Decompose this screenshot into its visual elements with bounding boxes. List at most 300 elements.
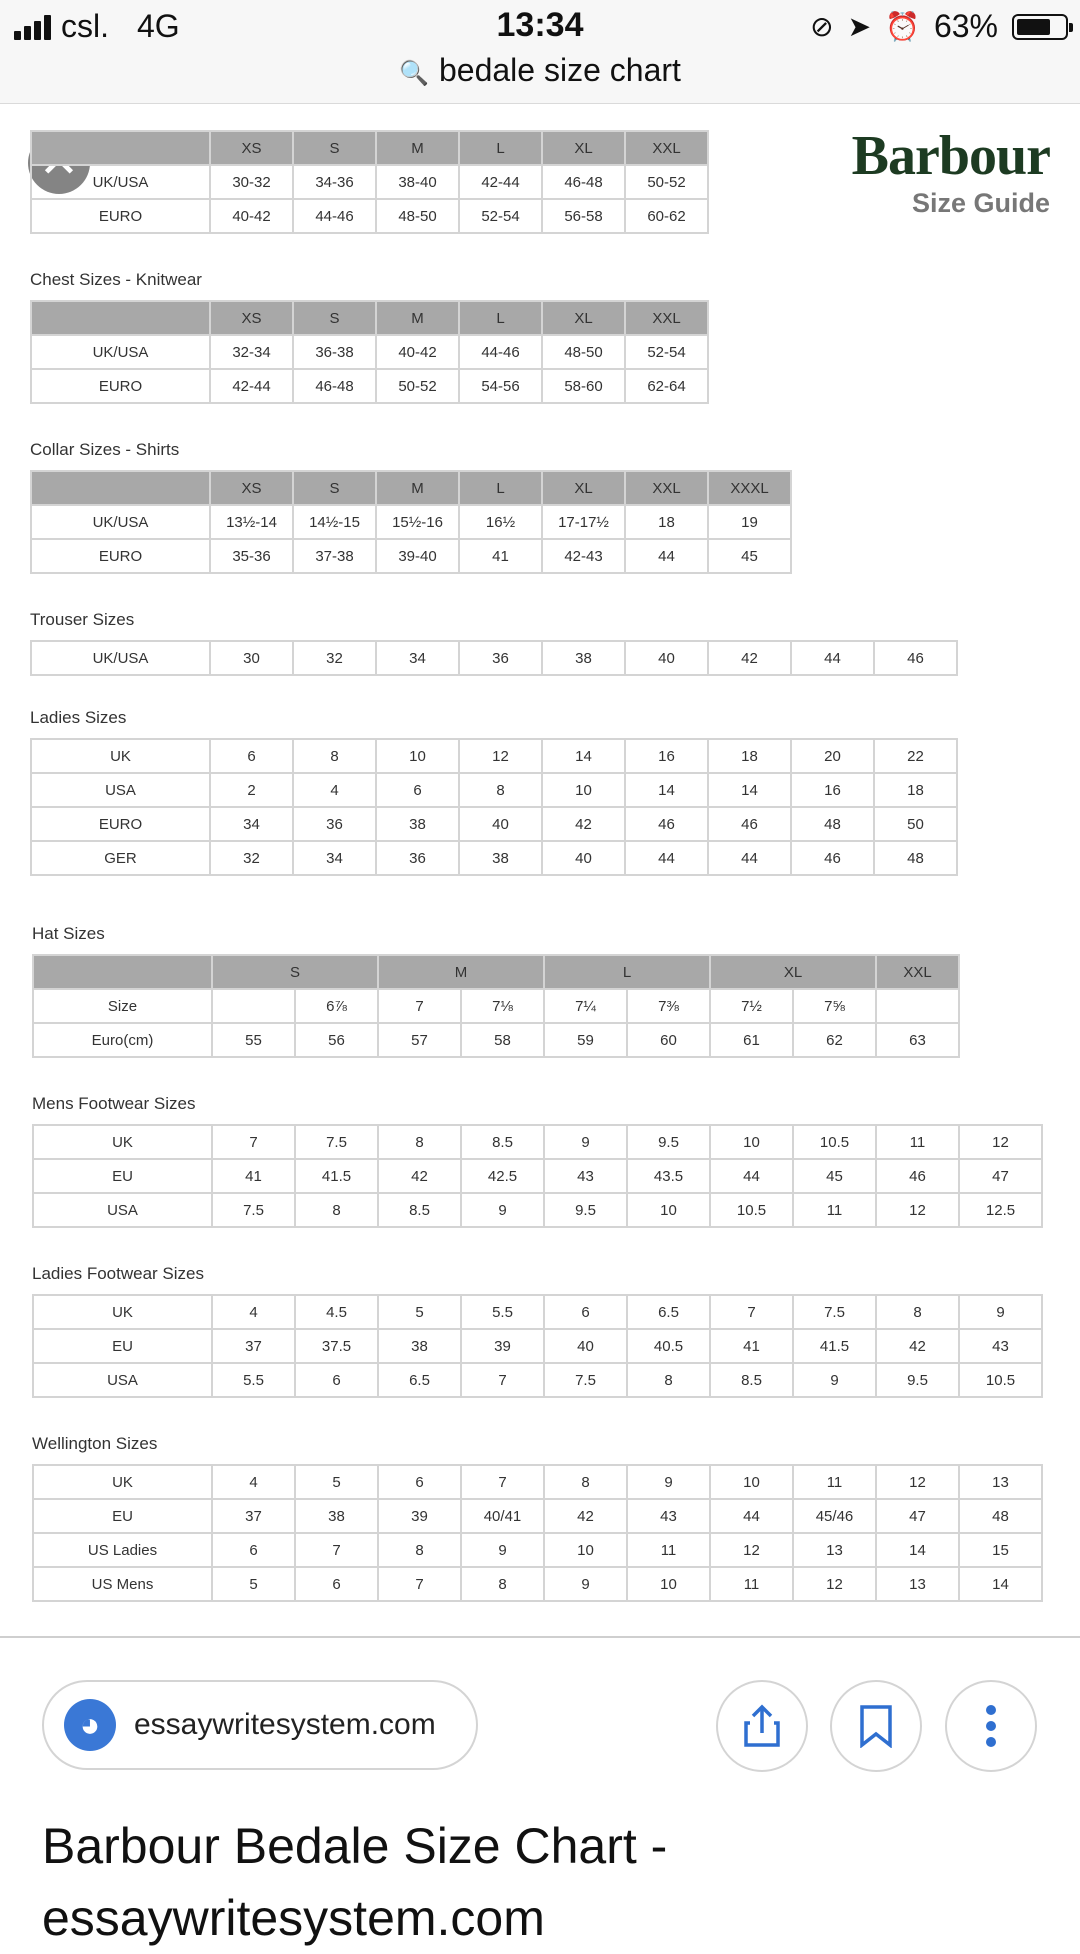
section-title: Hat Sizes bbox=[32, 924, 105, 943]
table-cell: EURO bbox=[31, 369, 210, 403]
table-cell: 10.5 bbox=[959, 1363, 1042, 1397]
table-cell: 16½ bbox=[459, 505, 542, 539]
table-cell: 10 bbox=[376, 739, 459, 773]
table-row bbox=[31, 841, 957, 875]
table-cell: 7 bbox=[710, 1295, 793, 1329]
table-cell: 10 bbox=[627, 1193, 710, 1227]
table-cell: 30-32 bbox=[210, 165, 293, 199]
table-cell: 8.5 bbox=[710, 1363, 793, 1397]
table-cell: 12 bbox=[959, 1125, 1042, 1159]
table-cell: 55 bbox=[212, 1023, 295, 1057]
table-cell: 11 bbox=[710, 1567, 793, 1601]
table-cell: 35-36 bbox=[210, 539, 293, 573]
table-cell: 14 bbox=[542, 739, 625, 773]
table-cell: 36 bbox=[459, 641, 542, 675]
table-cell: 42-44 bbox=[210, 369, 293, 403]
table-cell: 40 bbox=[542, 841, 625, 875]
table-cell: 13 bbox=[876, 1567, 959, 1601]
table-cell: 14½-15 bbox=[293, 505, 376, 539]
table-row bbox=[31, 369, 708, 403]
table-cell: XS bbox=[210, 301, 293, 335]
table-cell: XL bbox=[542, 301, 625, 335]
table-cell: 10 bbox=[544, 1533, 627, 1567]
table-cell: 10 bbox=[710, 1465, 793, 1499]
size-table bbox=[32, 1124, 1043, 1228]
table-row bbox=[31, 807, 957, 841]
table-cell: 6⅞ bbox=[295, 989, 378, 1023]
table-cell: EU bbox=[33, 1159, 212, 1193]
site-link[interactable] bbox=[42, 1680, 478, 1770]
barbour-logo bbox=[851, 125, 1050, 219]
table-cell: 34-36 bbox=[293, 165, 376, 199]
table-cell: 10 bbox=[627, 1567, 710, 1601]
table-cell: 18 bbox=[874, 773, 957, 807]
table-cell: 9.5 bbox=[876, 1363, 959, 1397]
table-cell: 40 bbox=[625, 641, 708, 675]
table-cell: 14 bbox=[625, 773, 708, 807]
table-cell: 8 bbox=[378, 1125, 461, 1159]
table-cell: 36 bbox=[293, 807, 376, 841]
table-cell: M bbox=[376, 471, 459, 505]
table-row bbox=[31, 131, 708, 165]
table-row bbox=[31, 505, 791, 539]
table-cell: 37.5 bbox=[295, 1329, 378, 1363]
table-cell: 12 bbox=[710, 1533, 793, 1567]
table-cell: XL bbox=[542, 471, 625, 505]
table-cell: 38 bbox=[295, 1499, 378, 1533]
table-cell: 47 bbox=[876, 1499, 959, 1533]
table-cell: 44 bbox=[710, 1499, 793, 1533]
table-cell: 42 bbox=[544, 1499, 627, 1533]
table-cell: 47 bbox=[959, 1159, 1042, 1193]
table-cell: 4 bbox=[212, 1295, 295, 1329]
table-cell: 14 bbox=[959, 1567, 1042, 1601]
table-cell: 5 bbox=[378, 1295, 461, 1329]
table-cell: 14 bbox=[708, 773, 791, 807]
table-cell bbox=[31, 301, 210, 335]
table-cell: 42.5 bbox=[461, 1159, 544, 1193]
section-title: Mens Footwear Sizes bbox=[32, 1094, 196, 1113]
url-text: bedale size chart bbox=[438, 52, 681, 88]
battery-percent: 63% bbox=[933, 8, 998, 44]
table-cell: 16 bbox=[791, 773, 874, 807]
table-cell: 40-42 bbox=[376, 335, 459, 369]
table-cell: 46 bbox=[874, 641, 957, 675]
table-cell: 7.5 bbox=[793, 1295, 876, 1329]
table-cell: L bbox=[459, 471, 542, 505]
table-cell: 9 bbox=[544, 1567, 627, 1601]
table-cell: 2 bbox=[210, 773, 293, 807]
table-cell: 43.5 bbox=[627, 1159, 710, 1193]
table-cell: 13 bbox=[793, 1533, 876, 1567]
table-cell: 7 bbox=[378, 1567, 461, 1601]
table-cell: 44 bbox=[708, 841, 791, 875]
table-row bbox=[33, 1567, 1042, 1601]
table-cell: 42 bbox=[378, 1159, 461, 1193]
table-cell: US Mens bbox=[33, 1567, 212, 1601]
table-cell: S bbox=[212, 955, 378, 989]
table-row bbox=[33, 1363, 1042, 1397]
bookmark-icon bbox=[859, 1704, 893, 1748]
table-cell: 62 bbox=[793, 1023, 876, 1057]
table-cell: 9 bbox=[461, 1533, 544, 1567]
table-cell: 54-56 bbox=[459, 369, 542, 403]
table-row bbox=[33, 1329, 1042, 1363]
table-cell: 42-44 bbox=[459, 165, 542, 199]
table-row bbox=[31, 301, 708, 335]
table-cell: 9 bbox=[461, 1193, 544, 1227]
table-cell: 32-34 bbox=[210, 335, 293, 369]
share-button[interactable] bbox=[716, 1680, 808, 1772]
table-cell: 14 bbox=[876, 1533, 959, 1567]
table-cell: 36 bbox=[376, 841, 459, 875]
table-cell: 30 bbox=[210, 641, 293, 675]
table-row bbox=[31, 199, 708, 233]
table-cell: 15 bbox=[959, 1533, 1042, 1567]
size-table bbox=[32, 954, 960, 1058]
search-icon: 🔍 bbox=[399, 60, 429, 87]
table-cell: 43 bbox=[627, 1499, 710, 1533]
table-cell: 40/41 bbox=[461, 1499, 544, 1533]
table-cell: 37 bbox=[212, 1499, 295, 1533]
table-cell: 9 bbox=[544, 1125, 627, 1159]
url-bar[interactable] bbox=[0, 52, 1080, 89]
table-cell: 56-58 bbox=[542, 199, 625, 233]
table-cell: 4 bbox=[293, 773, 376, 807]
table-cell: EURO bbox=[31, 539, 210, 573]
table-cell: 46 bbox=[791, 841, 874, 875]
table-cell: 41.5 bbox=[793, 1329, 876, 1363]
table-cell: 46 bbox=[625, 807, 708, 841]
table-cell: 7 bbox=[378, 989, 461, 1023]
table-cell: 45 bbox=[793, 1159, 876, 1193]
table-cell: 42 bbox=[542, 807, 625, 841]
table-cell bbox=[876, 989, 959, 1023]
table-cell: 9 bbox=[793, 1363, 876, 1397]
table-cell: 12 bbox=[459, 739, 542, 773]
table-cell: 12.5 bbox=[959, 1193, 1042, 1227]
table-cell: 48-50 bbox=[542, 335, 625, 369]
table-cell: 4 bbox=[212, 1465, 295, 1499]
table-cell: 9.5 bbox=[627, 1125, 710, 1159]
table-cell: 50 bbox=[874, 807, 957, 841]
table-cell: UK/USA bbox=[31, 165, 210, 199]
size-table bbox=[32, 1294, 1043, 1398]
table-cell: L bbox=[459, 301, 542, 335]
table-cell: 8 bbox=[295, 1193, 378, 1227]
table-row bbox=[33, 1499, 1042, 1533]
table-cell: 6 bbox=[295, 1567, 378, 1601]
table-cell: 32 bbox=[210, 841, 293, 875]
table-cell: 7⅛ bbox=[461, 989, 544, 1023]
table-cell: XXL bbox=[625, 471, 708, 505]
table-cell: XXL bbox=[625, 301, 708, 335]
table-cell: 8.5 bbox=[461, 1125, 544, 1159]
more-options-button[interactable] bbox=[945, 1680, 1037, 1772]
table-cell: 11 bbox=[627, 1533, 710, 1567]
table-cell: 62-64 bbox=[625, 369, 708, 403]
table-cell: 5.5 bbox=[212, 1363, 295, 1397]
table-cell: 42 bbox=[708, 641, 791, 675]
table-cell: 46-48 bbox=[293, 369, 376, 403]
table-cell: 9.5 bbox=[544, 1193, 627, 1227]
table-cell: 52-54 bbox=[625, 335, 708, 369]
table-cell: 45/46 bbox=[793, 1499, 876, 1533]
table-cell: 42 bbox=[876, 1329, 959, 1363]
table-cell: 13½-14 bbox=[210, 505, 293, 539]
table-cell: 18 bbox=[708, 739, 791, 773]
table-cell: EURO bbox=[31, 199, 210, 233]
table-cell: S bbox=[293, 131, 376, 165]
section-title: Collar Sizes - Shirts bbox=[30, 440, 180, 459]
table-cell: 44-46 bbox=[459, 335, 542, 369]
table-cell: 37 bbox=[212, 1329, 295, 1363]
table-cell: 43 bbox=[959, 1329, 1042, 1363]
table-cell: 58 bbox=[461, 1023, 544, 1057]
table-cell: Size bbox=[33, 989, 212, 1023]
table-cell: 7.5 bbox=[544, 1363, 627, 1397]
table-cell: 50-52 bbox=[625, 165, 708, 199]
carrier-label: csl. bbox=[61, 8, 109, 44]
table-cell: XL bbox=[710, 955, 876, 989]
table-cell: 8.5 bbox=[378, 1193, 461, 1227]
divider bbox=[0, 1636, 1080, 1638]
table-cell: 8 bbox=[876, 1295, 959, 1329]
alarm-icon: ⏰ bbox=[885, 11, 920, 42]
table-cell: 16 bbox=[625, 739, 708, 773]
table-cell: 52-54 bbox=[459, 199, 542, 233]
table-cell: 8 bbox=[293, 739, 376, 773]
site-domain: essaywritesystem.com bbox=[134, 1708, 436, 1741]
table-cell: 46-48 bbox=[542, 165, 625, 199]
table-cell bbox=[31, 471, 210, 505]
table-cell: 38 bbox=[459, 841, 542, 875]
table-row bbox=[33, 1533, 1042, 1567]
table-cell: UK bbox=[31, 739, 210, 773]
bookmark-button[interactable] bbox=[830, 1680, 922, 1772]
table-row bbox=[31, 641, 957, 675]
table-cell: EU bbox=[33, 1499, 212, 1533]
table-cell: 15½-16 bbox=[376, 505, 459, 539]
table-cell: 41 bbox=[212, 1159, 295, 1193]
table-cell: 19 bbox=[708, 505, 791, 539]
table-cell: 10.5 bbox=[793, 1125, 876, 1159]
globe-icon: ◕ bbox=[64, 1699, 116, 1751]
section-title: Ladies Sizes bbox=[30, 708, 127, 727]
table-cell: EU bbox=[33, 1329, 212, 1363]
network-label: 4G bbox=[137, 8, 180, 44]
table-cell: 7¼ bbox=[544, 989, 627, 1023]
table-cell: UK bbox=[33, 1295, 212, 1329]
table-cell: Euro(cm) bbox=[33, 1023, 212, 1057]
table-cell: 8 bbox=[378, 1533, 461, 1567]
table-cell: 41 bbox=[459, 539, 542, 573]
size-table bbox=[30, 738, 958, 876]
table-cell: 12 bbox=[793, 1567, 876, 1601]
table-cell: 8 bbox=[544, 1465, 627, 1499]
table-cell: 6 bbox=[210, 739, 293, 773]
table-cell: XS bbox=[210, 471, 293, 505]
table-row bbox=[33, 1193, 1042, 1227]
rotation-lock-icon: ⊘ bbox=[810, 11, 834, 42]
table-cell: 10 bbox=[542, 773, 625, 807]
table-cell: 36-38 bbox=[293, 335, 376, 369]
table-cell: 40.5 bbox=[627, 1329, 710, 1363]
table-cell: 40 bbox=[459, 807, 542, 841]
table-cell: 60-62 bbox=[625, 199, 708, 233]
table-row bbox=[33, 989, 959, 1023]
table-cell: 20 bbox=[791, 739, 874, 773]
table-cell: 48 bbox=[791, 807, 874, 841]
table-cell: UK/USA bbox=[31, 335, 210, 369]
table-cell: 12 bbox=[876, 1465, 959, 1499]
section-title: Chest Sizes - Knitwear bbox=[30, 270, 202, 289]
table-cell: 6 bbox=[378, 1465, 461, 1499]
table-cell: 44 bbox=[710, 1159, 793, 1193]
table-cell: 38 bbox=[376, 807, 459, 841]
table-cell: 42-43 bbox=[542, 539, 625, 573]
table-cell: 6.5 bbox=[378, 1363, 461, 1397]
table-cell: 40-42 bbox=[210, 199, 293, 233]
table-cell: 5.5 bbox=[461, 1295, 544, 1329]
table-cell: 5 bbox=[212, 1567, 295, 1601]
result-title[interactable]: Barbour Bedale Size Chart - essaywritesystem.com bbox=[42, 1818, 668, 1946]
table-cell: 48-50 bbox=[376, 199, 459, 233]
table-cell: 13 bbox=[959, 1465, 1042, 1499]
table-cell: 39-40 bbox=[376, 539, 459, 573]
table-cell: 6 bbox=[212, 1533, 295, 1567]
table-cell: 7⅝ bbox=[793, 989, 876, 1023]
logo-brand: Barbour bbox=[851, 125, 1050, 187]
size-table bbox=[30, 470, 792, 574]
table-cell: M bbox=[376, 131, 459, 165]
table-cell: 41 bbox=[710, 1329, 793, 1363]
table-cell bbox=[212, 989, 295, 1023]
clock: 13:34 bbox=[496, 6, 584, 44]
table-row bbox=[33, 1465, 1042, 1499]
share-icon bbox=[742, 1703, 782, 1749]
table-cell: 5 bbox=[295, 1465, 378, 1499]
table-cell: 6 bbox=[376, 773, 459, 807]
table-cell: 9 bbox=[959, 1295, 1042, 1329]
table-cell: 7 bbox=[295, 1533, 378, 1567]
table-cell: 8 bbox=[461, 1567, 544, 1601]
table-cell: L bbox=[544, 955, 710, 989]
table-cell: US Ladies bbox=[33, 1533, 212, 1567]
table-cell: S bbox=[293, 471, 376, 505]
table-row bbox=[33, 1125, 1042, 1159]
table-cell: 60 bbox=[627, 1023, 710, 1057]
table-cell: 22 bbox=[874, 739, 957, 773]
table-cell: USA bbox=[33, 1363, 212, 1397]
table-cell: L bbox=[459, 131, 542, 165]
table-cell: 7 bbox=[212, 1125, 295, 1159]
table-cell bbox=[31, 131, 210, 165]
table-cell: 11 bbox=[793, 1465, 876, 1499]
table-cell: 17-17½ bbox=[542, 505, 625, 539]
table-cell: 50-52 bbox=[376, 369, 459, 403]
table-row bbox=[33, 1023, 959, 1057]
section-title: Wellington Sizes bbox=[32, 1434, 158, 1453]
table-cell: EURO bbox=[31, 807, 210, 841]
table-cell: 34 bbox=[293, 841, 376, 875]
table-row bbox=[33, 1159, 1042, 1193]
table-cell: 44-46 bbox=[293, 199, 376, 233]
size-table bbox=[32, 1464, 1043, 1602]
table-cell: 40 bbox=[544, 1329, 627, 1363]
table-row bbox=[33, 1295, 1042, 1329]
table-row bbox=[31, 165, 708, 199]
table-cell: 7.5 bbox=[212, 1193, 295, 1227]
table-row bbox=[31, 335, 708, 369]
table-cell: 59 bbox=[544, 1023, 627, 1057]
table-cell: 46 bbox=[876, 1159, 959, 1193]
table-cell: 18 bbox=[625, 505, 708, 539]
table-cell: 7½ bbox=[710, 989, 793, 1023]
table-cell: UK bbox=[33, 1125, 212, 1159]
table-cell: 38-40 bbox=[376, 165, 459, 199]
table-cell: 56 bbox=[295, 1023, 378, 1057]
table-cell: 34 bbox=[210, 807, 293, 841]
size-guide-image[interactable] bbox=[0, 104, 1080, 1634]
table-cell: 6 bbox=[295, 1363, 378, 1397]
section-title: Ladies Footwear Sizes bbox=[32, 1264, 204, 1283]
table-cell: 9 bbox=[627, 1465, 710, 1499]
table-cell: 38 bbox=[542, 641, 625, 675]
table-cell: 11 bbox=[793, 1193, 876, 1227]
table-cell: 12 bbox=[876, 1193, 959, 1227]
table-cell: 6.5 bbox=[627, 1295, 710, 1329]
table-cell: XXL bbox=[625, 131, 708, 165]
table-cell: XXXL bbox=[708, 471, 791, 505]
table-cell: UK/USA bbox=[31, 641, 210, 675]
more-vertical-icon bbox=[985, 1704, 997, 1748]
table-row bbox=[31, 739, 957, 773]
table-cell: 39 bbox=[461, 1329, 544, 1363]
table-cell: 7.5 bbox=[295, 1125, 378, 1159]
table-cell: 44 bbox=[625, 841, 708, 875]
table-cell: 48 bbox=[959, 1499, 1042, 1533]
table-cell: USA bbox=[33, 1193, 212, 1227]
table-cell: 41.5 bbox=[295, 1159, 378, 1193]
table-cell: 32 bbox=[293, 641, 376, 675]
table-cell: M bbox=[378, 955, 544, 989]
status-right bbox=[810, 8, 1068, 45]
table-row bbox=[31, 471, 791, 505]
table-cell: 63 bbox=[876, 1023, 959, 1057]
table-cell: 7⅜ bbox=[627, 989, 710, 1023]
table-cell: 7 bbox=[461, 1465, 544, 1499]
battery-icon bbox=[1012, 14, 1068, 40]
table-cell: 44 bbox=[625, 539, 708, 573]
table-cell: 6 bbox=[544, 1295, 627, 1329]
size-table bbox=[30, 130, 709, 234]
table-row bbox=[31, 539, 791, 573]
table-cell: M bbox=[376, 301, 459, 335]
table-cell bbox=[33, 955, 212, 989]
table-cell: 48 bbox=[874, 841, 957, 875]
logo-subtitle: Size Guide bbox=[911, 188, 1050, 218]
table-cell: GER bbox=[31, 841, 210, 875]
table-cell: 61 bbox=[710, 1023, 793, 1057]
table-cell: S bbox=[293, 301, 376, 335]
table-cell: 43 bbox=[544, 1159, 627, 1193]
location-icon: ➤ bbox=[847, 11, 872, 42]
table-cell: 4.5 bbox=[295, 1295, 378, 1329]
size-table bbox=[30, 300, 709, 404]
table-cell: 34 bbox=[376, 641, 459, 675]
status-bar bbox=[0, 0, 1080, 104]
